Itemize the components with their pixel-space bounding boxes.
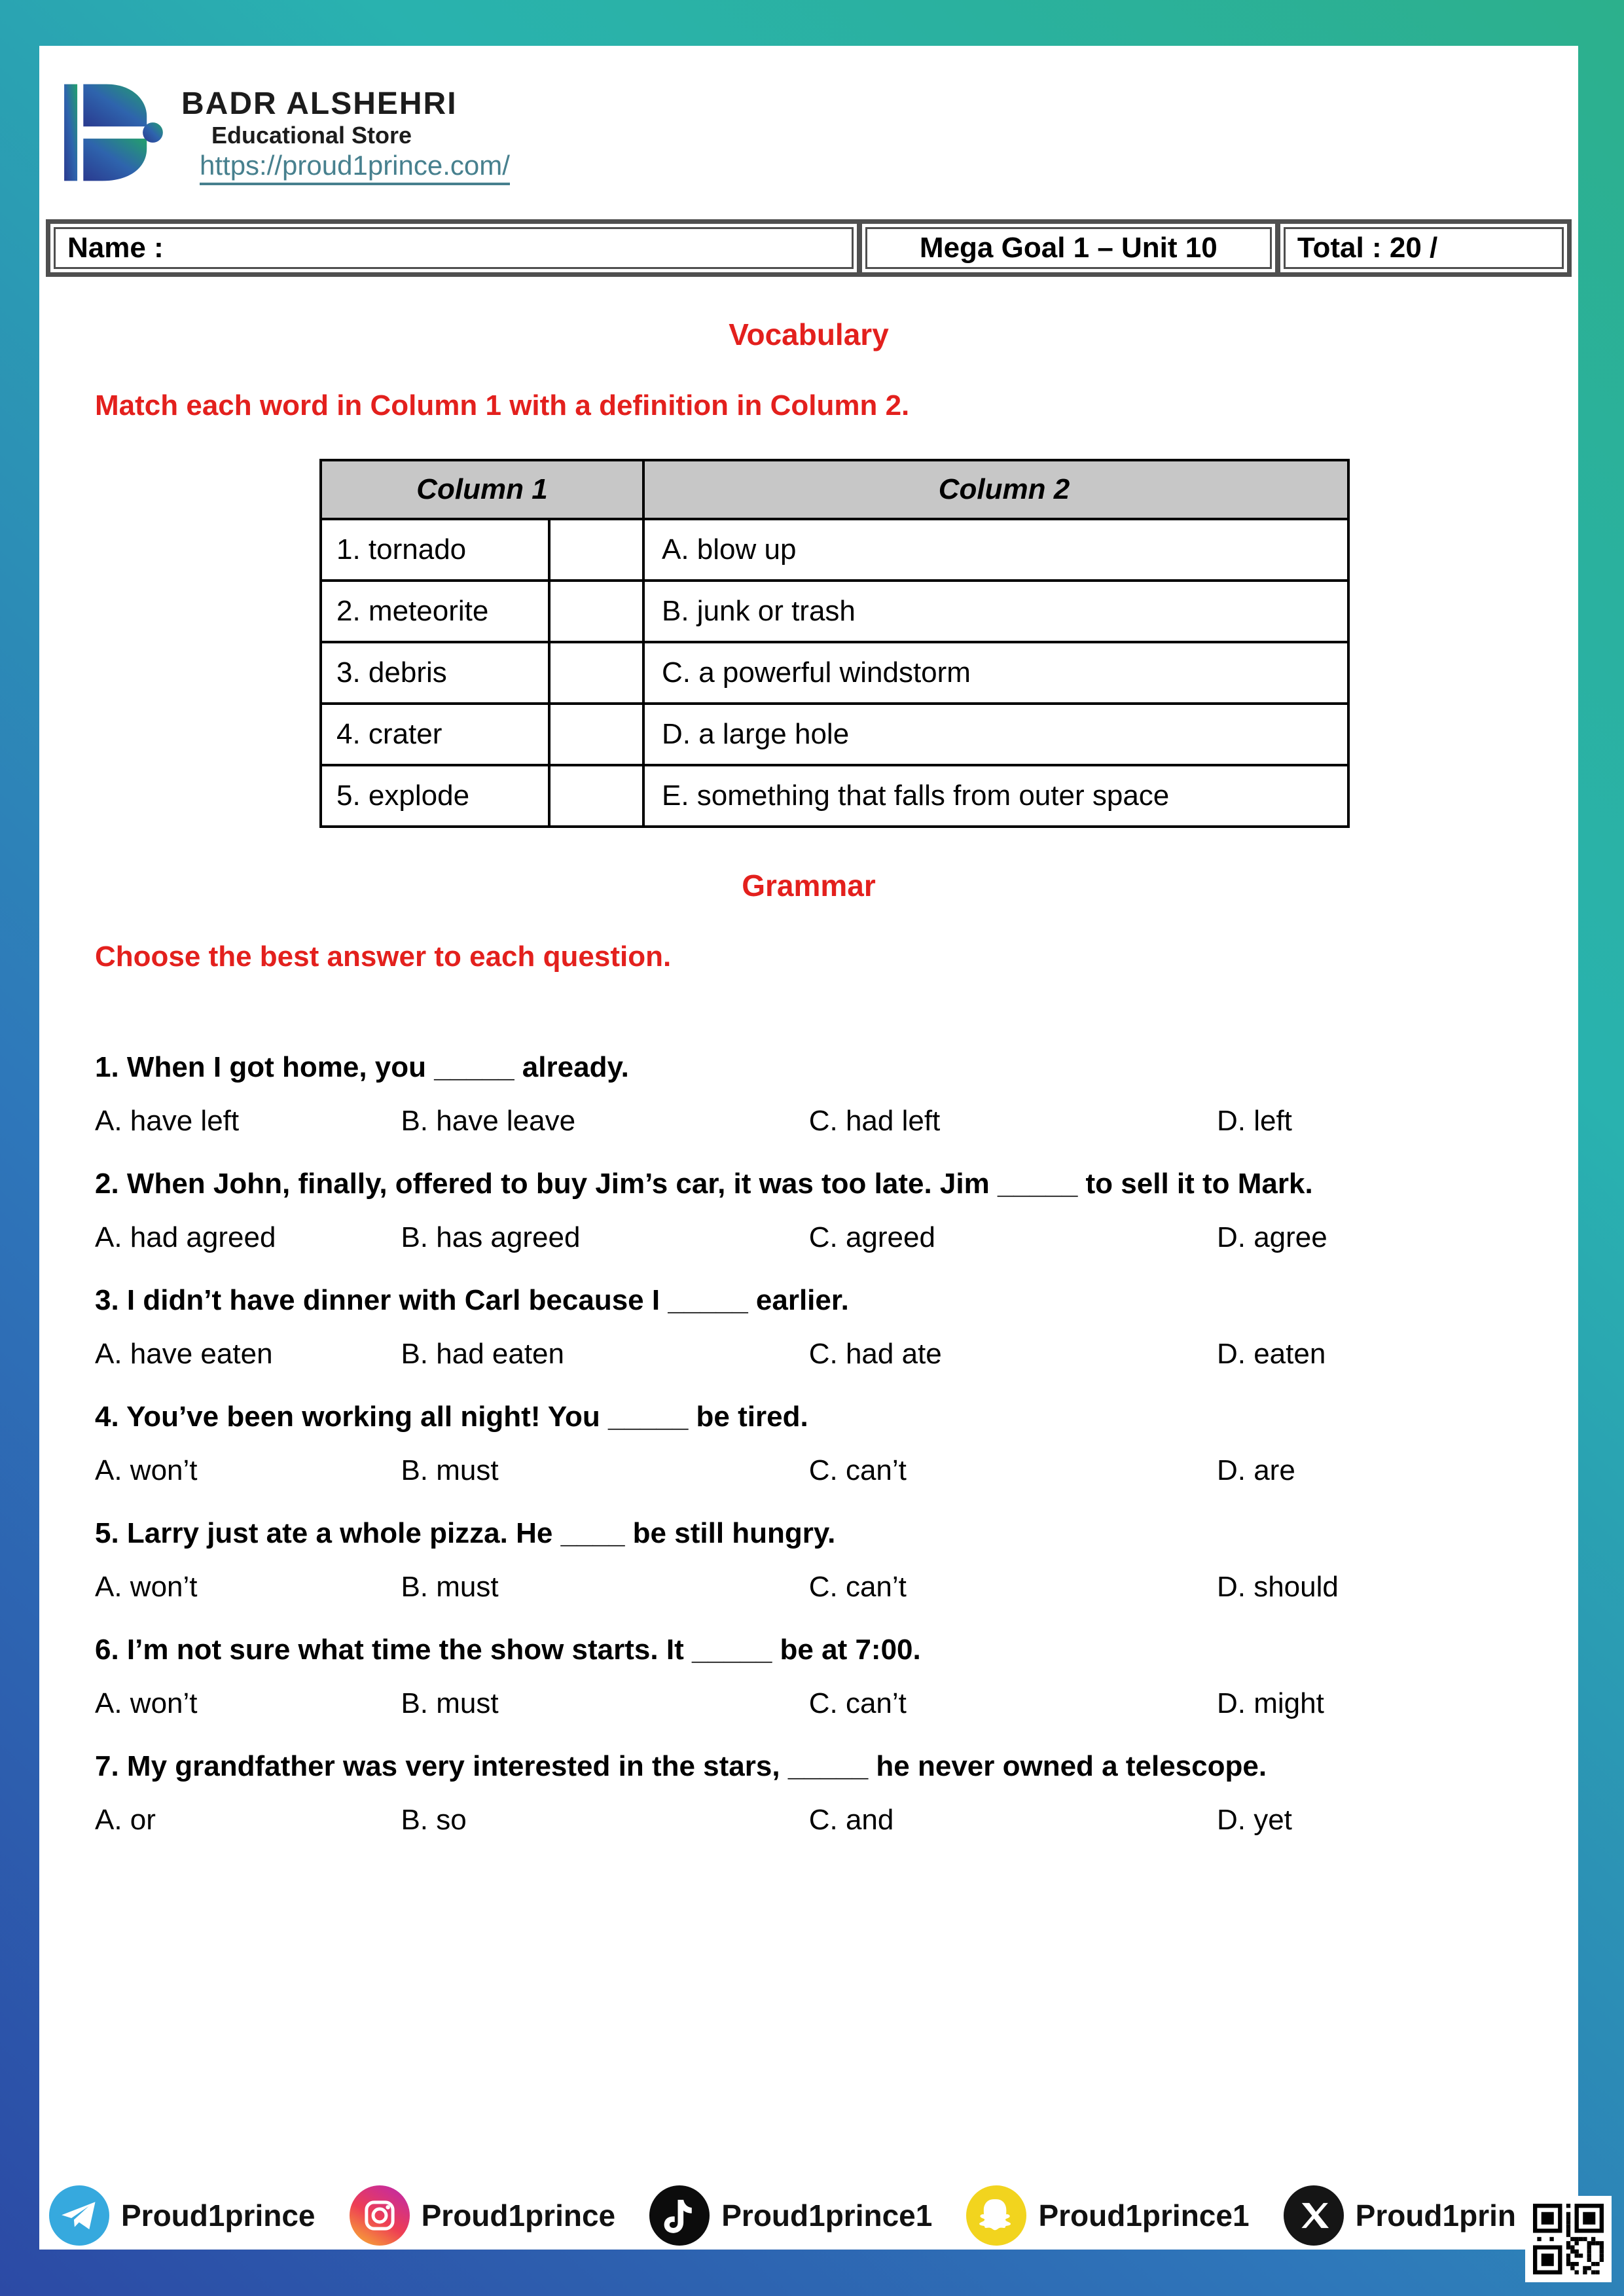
option-d: D. agree: [1216, 1221, 1327, 1253]
question-block: [95, 1283, 1552, 1372]
option-d: D. yet: [1216, 1804, 1292, 1836]
question-block: [95, 1749, 1552, 1838]
option-b: B. must: [401, 1571, 499, 1603]
option-d: D. left: [1216, 1105, 1292, 1137]
exam-info-bar: [46, 219, 1572, 277]
option-d: D. eaten: [1216, 1338, 1326, 1370]
brand-name: BADR ALSHEHRI: [181, 86, 458, 121]
question-text: 3. I didn’t have dinner with Carl because I _____ earlier.: [95, 1284, 849, 1316]
option-a: A. have eaten: [95, 1338, 273, 1370]
option-a: A. have left: [95, 1105, 240, 1137]
option-c: C. can’t: [808, 1454, 907, 1486]
question-block: [95, 1399, 1552, 1488]
social-item-telegram: [49, 2185, 316, 2246]
table-row: [321, 765, 1348, 827]
question-text: 2. When John, finally, offered to buy Jim’s car, it was too late. Jim _____ to sell it to Mark.: [95, 1168, 1313, 1200]
question-text: 1. When I got home, you _____ already.: [95, 1051, 629, 1083]
option-a: A. or: [95, 1804, 156, 1836]
question-block: [95, 1632, 1552, 1721]
table-row: [321, 519, 1348, 581]
table-row: [321, 704, 1348, 765]
telegram-icon: [49, 2185, 109, 2246]
answer-blank-cell: [549, 581, 643, 642]
snapchat-icon: [966, 2185, 1026, 2246]
brand-block: [62, 75, 1578, 193]
answer-blank-cell: [549, 519, 643, 581]
total-score-field: Total : 20 /: [1284, 227, 1564, 269]
vocabulary-section-title: Vocabulary: [729, 317, 889, 351]
social-handle: Proud1prince1: [721, 2198, 933, 2233]
answer-blank-cell: [549, 704, 643, 765]
option-b: B. have leave: [401, 1105, 576, 1137]
option-c: C. and: [808, 1804, 894, 1836]
table-row: [321, 642, 1348, 704]
x-icon: [1284, 2185, 1344, 2246]
word-cell: 4. crater: [321, 704, 549, 765]
social-handle: Proud1prin: [1355, 2198, 1516, 2233]
definition-cell: A. blow up: [643, 519, 1348, 581]
definition-cell: E. something that falls from outer space: [643, 765, 1348, 827]
question-options: [95, 1453, 1552, 1488]
option-c: C. had left: [808, 1105, 941, 1137]
answer-blank-cell: [549, 765, 643, 827]
question-options: [95, 1103, 1552, 1139]
option-b: B. had eaten: [401, 1338, 564, 1370]
social-footer: [49, 2184, 1516, 2247]
social-item-tiktok: [649, 2185, 932, 2246]
social-handle: Proud1prince: [421, 2198, 616, 2233]
brand-text: [181, 75, 510, 185]
question-block: [95, 1050, 1552, 1139]
qr-code: [1525, 2196, 1612, 2282]
question-block: [95, 1166, 1552, 1255]
grammar-section-title: Grammar: [742, 869, 876, 903]
question-options: [95, 1803, 1552, 1838]
definition-cell: D. a large hole: [643, 704, 1348, 765]
option-d: D. are: [1216, 1454, 1295, 1486]
question-text: 4. You’ve been working all night! You _____ be tired.: [95, 1401, 808, 1433]
question-block: [95, 1516, 1552, 1605]
social-item-snapchat: [966, 2185, 1249, 2246]
social-handle: Proud1prince: [121, 2198, 316, 2233]
question-options: [95, 1220, 1552, 1255]
question-options: [95, 1686, 1552, 1721]
question-options: [95, 1336, 1552, 1372]
table-row: [321, 581, 1348, 642]
question-text: 5. Larry just ate a whole pizza. He ____ be still hungry.: [95, 1517, 836, 1549]
tiktok-icon: [649, 2185, 710, 2246]
question-text: 6. I’m not sure what time the show starts. It _____ be at 7:00.: [95, 1634, 921, 1666]
question-text: 7. My grandfather was very interested in the stars, _____ he never owned a telescope.: [95, 1750, 1267, 1782]
brand-subtitle: Educational Store: [211, 122, 412, 149]
answer-blank-cell: [549, 642, 643, 704]
option-a: A. had agreed: [95, 1221, 276, 1253]
option-c: C. agreed: [808, 1221, 935, 1253]
brand-logo-icon: [62, 75, 167, 190]
option-c: C. had ate: [808, 1338, 942, 1370]
social-item-x: [1284, 2185, 1516, 2246]
definition-cell: B. junk or trash: [643, 581, 1348, 642]
instagram-icon: [350, 2185, 410, 2246]
option-b: B. must: [401, 1687, 499, 1719]
word-cell: 3. debris: [321, 642, 549, 704]
option-b: B. has agreed: [401, 1221, 581, 1253]
option-b: B. must: [401, 1454, 499, 1486]
question-options: [95, 1570, 1552, 1605]
matching-table: [319, 459, 1350, 828]
definition-cell: C. a powerful windstorm: [643, 642, 1348, 704]
course-title: Mega Goal 1 – Unit 10: [865, 227, 1272, 269]
social-item-instagram: [350, 2185, 616, 2246]
column1-header: Column 1: [321, 460, 643, 519]
table-header-row: [321, 460, 1348, 519]
option-c: C. can’t: [808, 1687, 907, 1719]
option-b: B. so: [401, 1804, 467, 1836]
word-cell: 2. meteorite: [321, 581, 549, 642]
option-c: C. can’t: [808, 1571, 907, 1603]
grammar-instruction: Choose the best answer to each question.: [95, 941, 672, 973]
option-d: D. might: [1216, 1687, 1324, 1719]
name-field: Name :: [54, 227, 854, 269]
worksheet-page: [39, 46, 1578, 2250]
word-cell: 5. explode: [321, 765, 549, 827]
social-handle: Proud1prince1: [1038, 2198, 1250, 2233]
column2-header: Column 2: [643, 460, 1348, 519]
word-cell: 1. tornado: [321, 519, 549, 581]
questions-list: [95, 1050, 1552, 1838]
brand-url-link: https://proud1prince.com/: [200, 150, 510, 185]
option-a: A. won’t: [95, 1687, 198, 1719]
vocabulary-instruction: Match each word in Column 1 with a definition in Column 2.: [95, 389, 910, 422]
option-d: D. should: [1216, 1571, 1339, 1603]
option-a: A. won’t: [95, 1454, 198, 1486]
option-a: A. won’t: [95, 1571, 198, 1603]
